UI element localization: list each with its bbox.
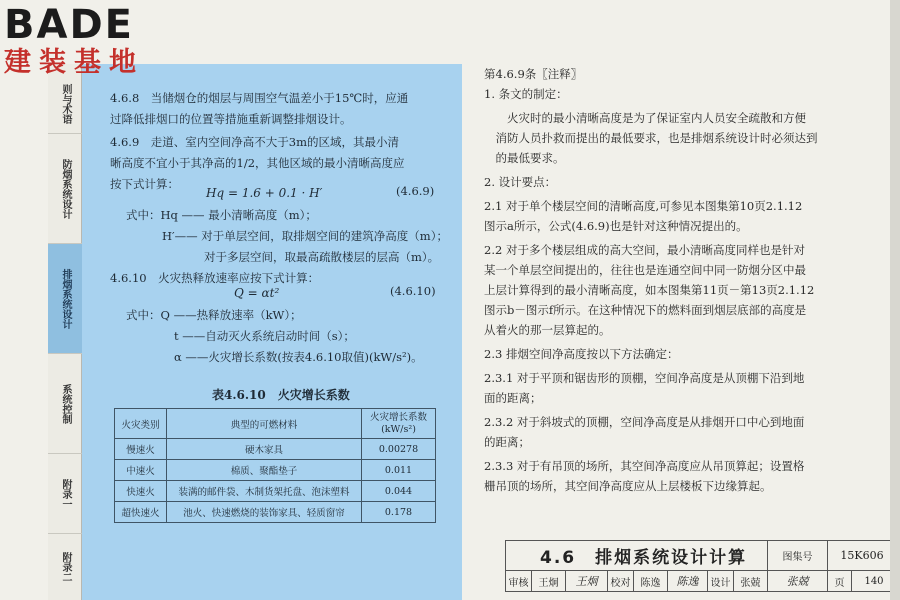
check-label: 校对: [608, 571, 634, 591]
cell-materials: 硬木家具: [167, 439, 362, 460]
page-label: 页: [828, 571, 852, 591]
commentary-line: 从着火的那一层算起的。: [484, 323, 611, 337]
tab-smoke-prevention[interactable]: [48, 134, 82, 244]
col-header-coefficient: [362, 409, 436, 439]
commentary-line: 2.3 排烟空间净高度按以下方法确定：: [484, 347, 679, 361]
page-edge: [890, 0, 900, 600]
cell-materials: 装满的邮件袋、木制货架托盘、泡沫塑料: [167, 481, 362, 502]
commentary-line: 1. 条文的制定：: [484, 87, 568, 101]
tab-appendix-2[interactable]: [48, 534, 82, 600]
logo-wordmark: BADE: [4, 2, 134, 48]
table-header-row: [115, 409, 436, 439]
tab-label: 排烟系统设计: [60, 268, 71, 329]
commentary-column: [462, 64, 892, 600]
bade-logo: [4, 4, 180, 86]
commentary-line: 上层计算得到的最小清晰高度，如本图集第11页－第13页2.1.12: [484, 283, 815, 297]
cell-coefficient: 0.011: [362, 460, 436, 481]
formula-number-4-6-10: (4.6.10): [390, 284, 436, 298]
col-header-materials: 典型的可燃材料: [167, 409, 362, 439]
commentary-line: 的距离；: [484, 435, 530, 449]
atlas-number-label: 图集号: [768, 541, 828, 571]
formula-number-4-6-9: (4.6.9): [396, 184, 435, 198]
tab-label: 防烟系统设计: [60, 158, 71, 219]
cell-category: 超快速火: [115, 502, 167, 523]
table-row: [115, 502, 436, 523]
cell-category: 快速火: [115, 481, 167, 502]
clause-4-6-8-line-1: 4.6.8 当储烟仓的烟层与周围空气温差小于15℃时，应通: [110, 91, 409, 105]
table-row: [115, 481, 436, 502]
where-t: t ——自动灭火系统启动时间（s）；: [174, 329, 355, 343]
logo-subtitle: 建装基地: [4, 47, 144, 78]
clause-4-6-9-line-1: 4.6.9 走道、室内空间净高不大于3m的区域，其最小清: [110, 135, 399, 149]
cell-category: 中速火: [115, 460, 167, 481]
commentary-line: 的最低要求。: [484, 151, 565, 165]
checker-name: 陈逸: [634, 571, 668, 591]
tab-label: 附录二: [60, 552, 71, 582]
tab-label: 系统控制: [60, 383, 71, 424]
col-header-category: 火灾类别: [115, 409, 167, 439]
commentary-line: 消防人员扑救而提出的最低要求，也是排烟系统设计时必须达到: [484, 131, 818, 145]
clause-4-6-9-line-3: 按下式计算：: [110, 177, 179, 191]
commentary-line: 2. 设计要点：: [484, 175, 557, 189]
checker-signature: 陈逸: [668, 571, 708, 591]
commentary-line: 2.1 对于单个楼层空间的清晰高度,可参见本图集第10页2.1.12: [484, 199, 803, 213]
clause-column: [82, 64, 462, 600]
commentary-line: 2.3.1 对于平顶和锯齿形的顶棚，空间净高度是从顶棚下沿到地: [484, 371, 805, 385]
coefficient-unit: (kW/s²): [381, 423, 416, 435]
formula-4-6-9: Hq = 1.6 + 0.1 · H′: [206, 186, 323, 200]
where-h-prime-multi: 对于多层空间，取最高疏散楼层的层高（m）。: [204, 250, 440, 264]
drawing-title-block: [505, 540, 897, 592]
where-q: 式中：Q ——热释放速率（kW）；: [126, 308, 302, 322]
where-alpha: α ——火灾增长系数(按表4.6.10取值)(kW/s²)。: [174, 350, 423, 364]
coefficient-label: 火灾增长系数: [369, 411, 427, 423]
cell-materials: 棉质、聚酯垫子: [167, 460, 362, 481]
commentary-line: 图示b－图示f所示。在这种情况下的燃料面到烟层底部的高度是: [484, 303, 807, 317]
clause-4-6-10: 4.6.10 火灾热释放速率应按下式计算：: [110, 271, 320, 285]
reviewer-name: 王炯: [532, 571, 566, 591]
review-label: 审核: [506, 571, 532, 591]
commentary-line: 栅吊顶的场所，其空间净高度应从上层楼板下边缘算起。: [484, 479, 772, 493]
tab-appendix-1[interactable]: [48, 454, 82, 534]
fire-growth-table: [114, 408, 436, 523]
commentary-line: 某一个单层空间提出的，往往也是连通空间中同一防烟分区中最: [484, 263, 806, 277]
commentary-line: 火灾时的最小清晰高度是为了保证室内人员安全疏散和方便: [484, 111, 806, 125]
table-title: 表4.6.10 火灾增长系数: [212, 388, 350, 402]
design-label: 设计: [708, 571, 734, 591]
tab-label: 则与术语: [60, 83, 71, 124]
cell-coefficient: 0.00278: [362, 439, 436, 460]
designer-signature: 张兢: [768, 571, 828, 591]
tab-system-control[interactable]: [48, 354, 82, 454]
commentary-line: 面的距离；: [484, 391, 542, 405]
commentary-line: 2.3.2 对于斜坡式的顶棚，空间净高度是从排烟开口中心到地面: [484, 415, 805, 429]
commentary-line: 图示a所示，公式(4.6.9)也是针对这种情况提出的。: [484, 219, 748, 233]
tab-smoke-exhaust[interactable]: [48, 244, 82, 354]
page-number: 140: [864, 575, 884, 587]
table-row: [115, 439, 436, 460]
drawing-title: 4.6 排烟系统设计计算: [506, 541, 768, 571]
tab-label: 附录一: [60, 478, 71, 509]
clause-4-6-9-line-2: 晰高度不宜小于其净高的1/2，其他区域的最小清晰高度应: [110, 156, 405, 170]
cell-materials: 池火、快速燃烧的装饰家具、轻质窗帘: [167, 502, 362, 523]
section-sidebar: [48, 64, 82, 600]
commentary-line: 2.2 对于多个楼层组成的高大空间，最小清晰高度同样也是针对: [484, 243, 805, 257]
formula-4-6-10: Q = αt²: [234, 286, 280, 300]
designer-name: 张兢: [734, 571, 768, 591]
where-h-prime: H′—— 对于单层空间，取排烟空间的建筑净高度（m）；: [162, 229, 448, 243]
cell-category: 慢速火: [115, 439, 167, 460]
commentary-line: 2.3.3 对于有吊顶的场所，其空间净高度应从吊顶算起；设置格: [484, 459, 805, 473]
table-row: [115, 460, 436, 481]
where-hq: 式中：Hq —— 最小清晰高度（m）；: [126, 208, 317, 222]
commentary-heading: 第4.6.9条〖注释〗: [484, 67, 583, 81]
cell-coefficient: 0.044: [362, 481, 436, 502]
atlas-number: 15K606: [828, 541, 896, 571]
reviewer-signature: 王炯: [566, 571, 608, 591]
clause-4-6-8-line-2: 过降低排烟口的位置等措施重新调整排烟设计。: [110, 112, 352, 126]
cell-coefficient: 0.178: [362, 502, 436, 523]
